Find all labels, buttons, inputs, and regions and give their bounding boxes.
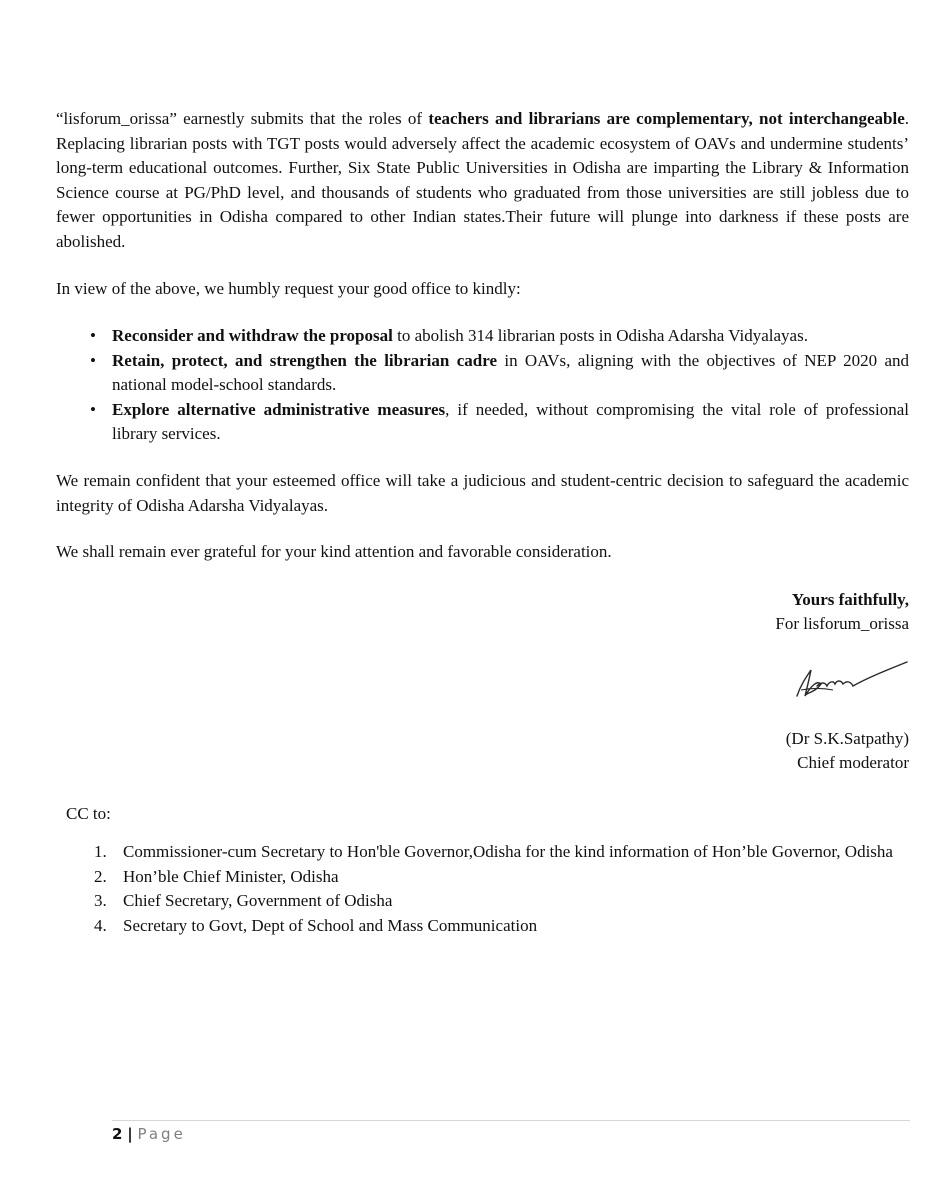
signatory-name: (Dr S.K.Satpathy) [785,729,909,748]
request-item: • Retain, protect, and strengthen the librarian cadre in OAVs, aligning with the objectives of NEP 2020 and national model-school standards. [90,350,909,394]
page-word: Page [137,1125,186,1143]
closing-salutation: Yours faithfully, [791,590,909,609]
paragraph-confidence: We remain confident that your esteemed office will take a judicious and student-centric decision to safeguard the academic integrity of Odisha Adarsha Vidyalayas. [56,471,909,515]
page-footer [112,1124,186,1144]
cc-label: CC to: [66,804,111,823]
bullet-icon: • [90,399,96,419]
bullet-icon: • [90,350,96,370]
request-list [56,324,909,447]
closing-for-line: For lisforum_orissa [775,614,909,633]
request-item: • Reconsider and withdraw the proposal to abolish 314 librarian posts in Odisha Adarsha Vidyalayas. [90,324,909,349]
cc-item: 2. Hon’ble Chief Minister, Odisha [94,866,339,886]
paragraph-request-intro: In view of the above, we humbly request your good office to kindly: [56,279,521,298]
signatory-designation: Chief moderator [797,753,909,772]
cc-item: 4. Secretary to Govt, Dept of School and Mass Communication [94,915,538,935]
signatory-block [786,727,909,775]
closing-block [775,588,909,636]
footer-separator: | [127,1125,133,1143]
emphasis-complementary: teachers and librarians are complementary, not interchangeable [428,109,905,128]
paragraph-roles: “lisforum_orissa” earnestly submits that the roles of teachers and librarians are complementary, not interchangeable. Replacing librarian posts with TGT posts would adversely affect the academic ecosystem of OAVs and undermine students’ long-term educational outcomes. Further, Six State Public Universities in Odisha are imparting the Library & Information Science course at PG/PhD level, and thousands of students who graduated from those universities are still jobless due to fewer opportunities in Odisha compared to other Indian states.Their future will plunge into darkness if these posts are abolished. [56,109,909,251]
signature-image [787,656,911,708]
cc-item: 3. Chief Secretary, Government of Odisha [94,891,393,910]
cc-item: 1. Commissioner-cum Secretary to Hon'ble Governor,Odisha for the kind information of Hon’ble Governor, Odisha [94,842,893,861]
bullet-icon: • [90,326,96,345]
cc-list [94,840,914,938]
request-item: • Explore alternative administrative measures, if needed, without compromising the vital role of professional library services. [90,399,909,443]
page-number: 2 [112,1125,123,1143]
footer-divider [112,1120,910,1121]
paragraph-gratitude: We shall remain ever grateful for your kind attention and favorable consideration. [56,542,612,561]
